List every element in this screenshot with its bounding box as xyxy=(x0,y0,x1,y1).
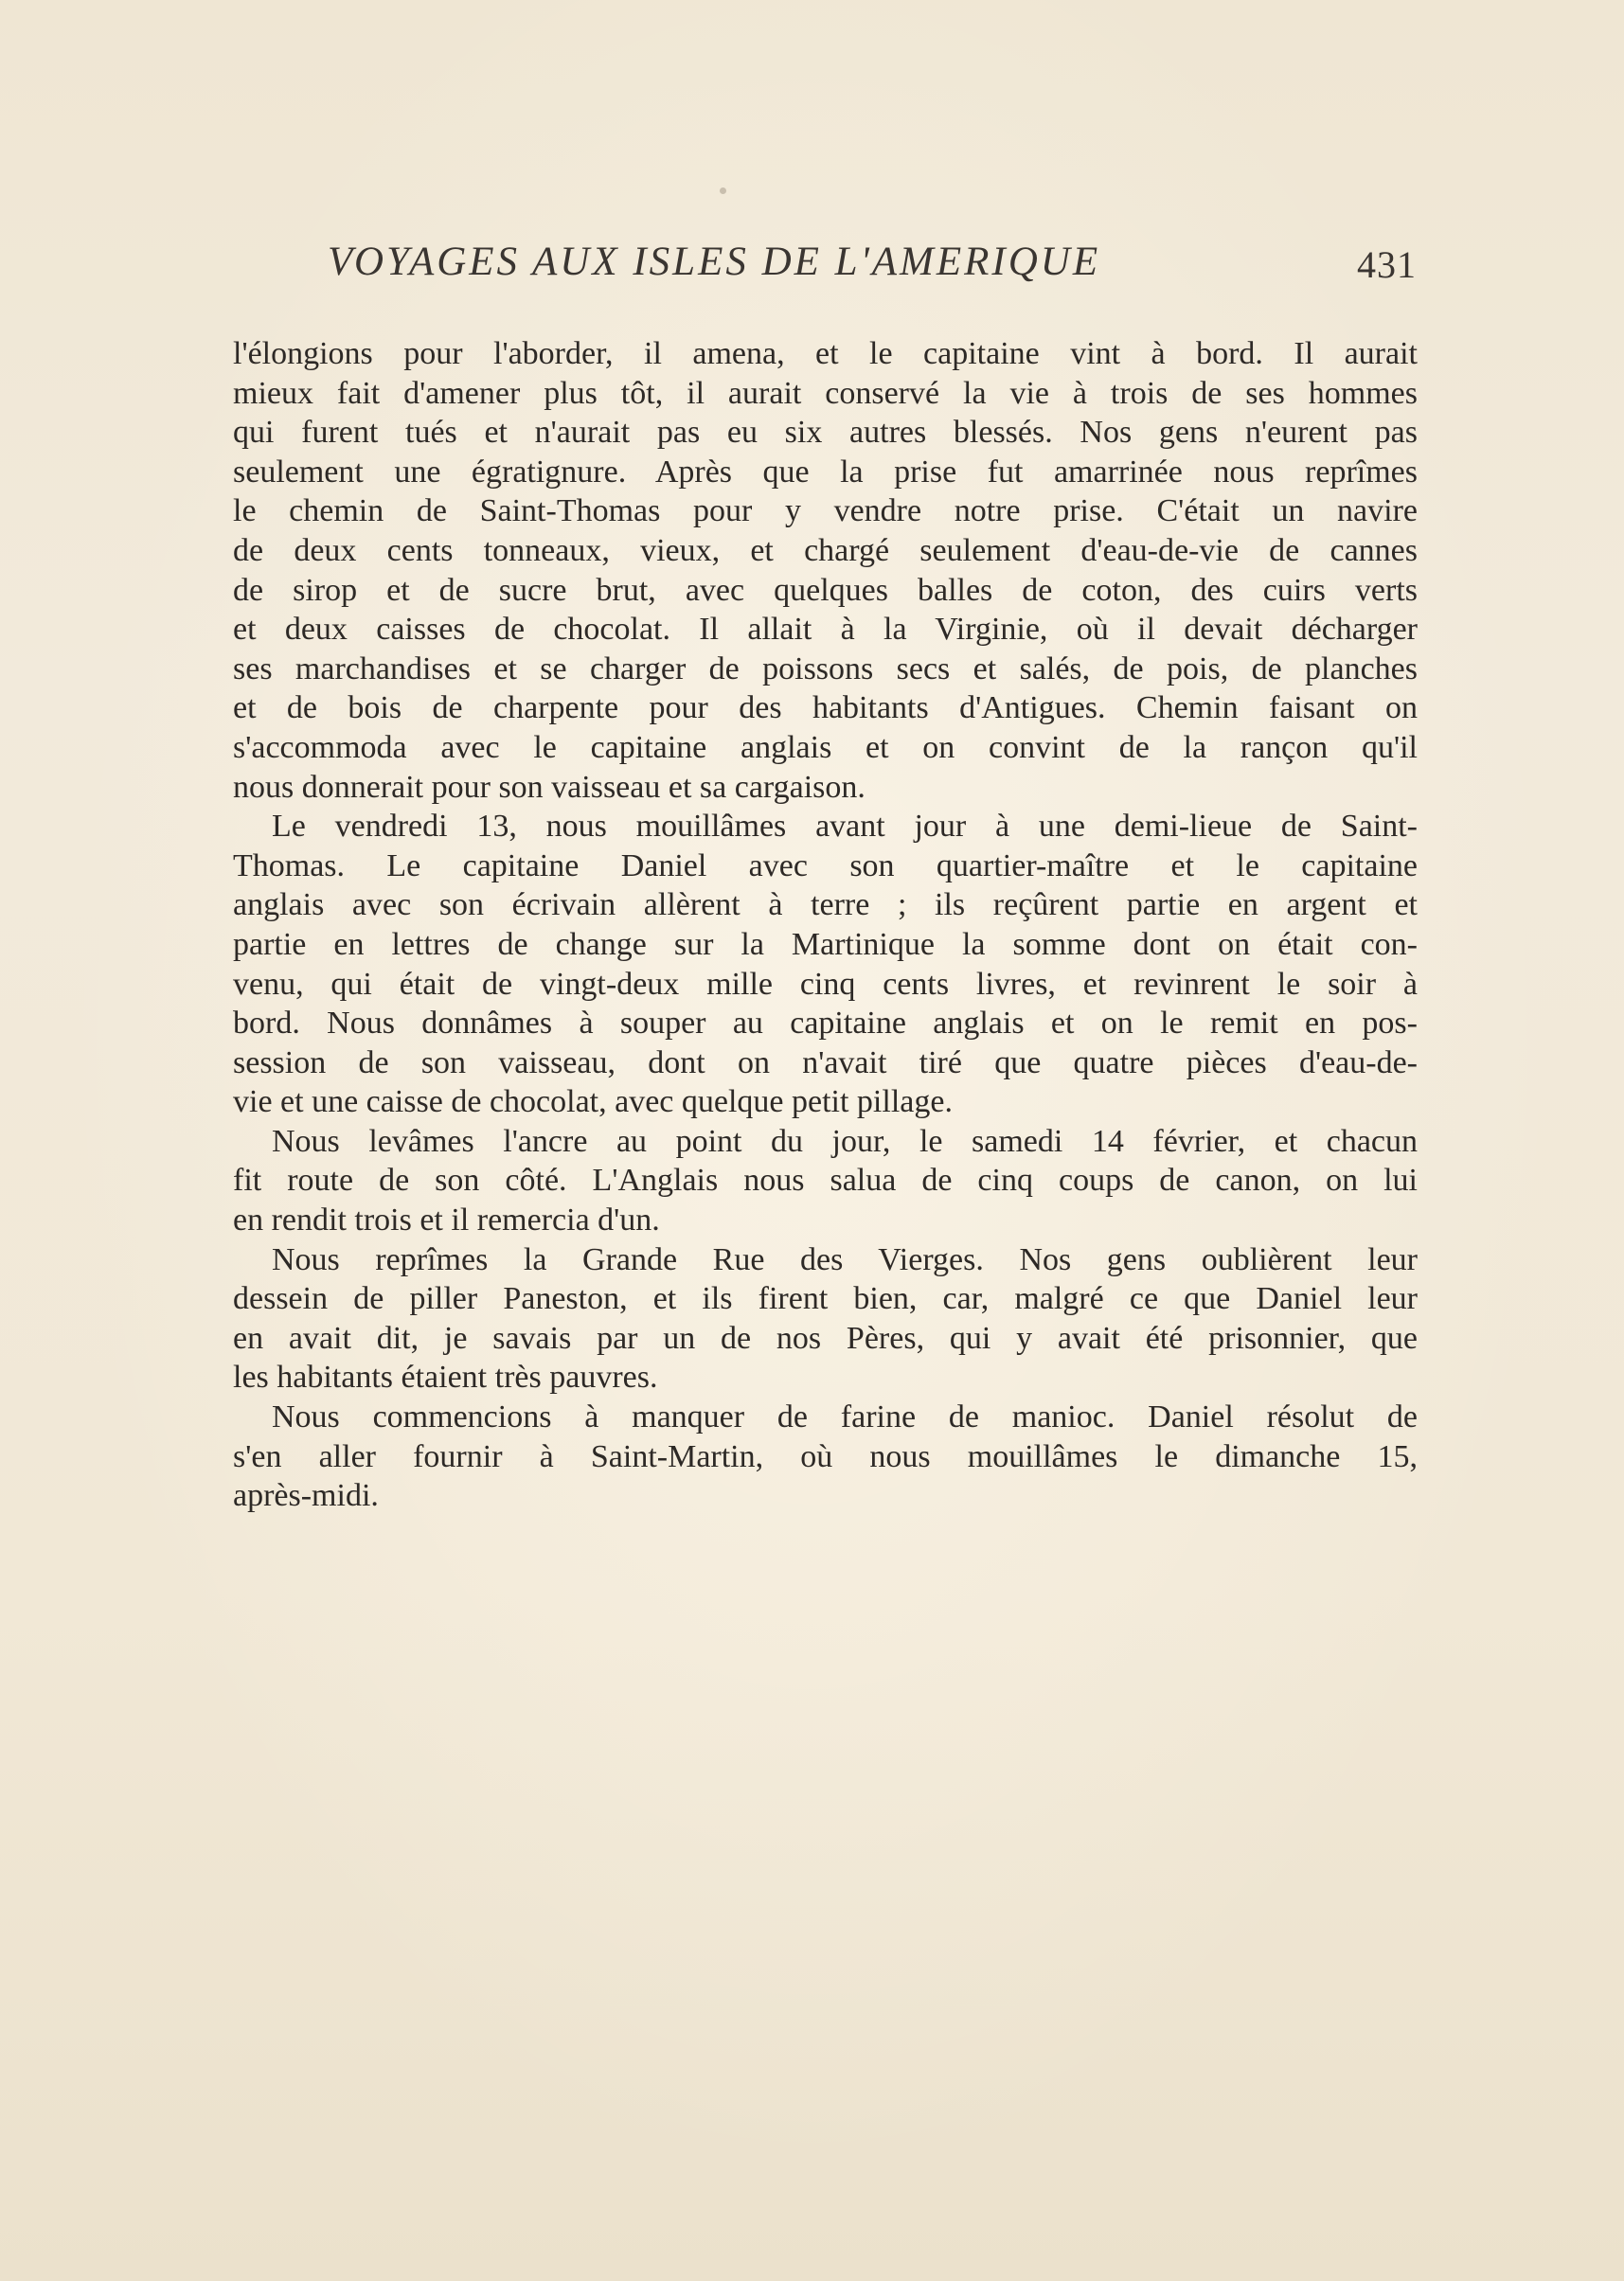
running-title: VOYAGES AUX ISLES DE L'AMERIQUE xyxy=(328,240,1101,284)
text-line: en avait dit, je savais par un de nos Pères, qui y avait été prisonnier, que xyxy=(233,1320,1418,1356)
text-line: partie en lettres de change sur la Martinique la somme dont on était con- xyxy=(233,926,1418,962)
running-header xyxy=(328,239,1417,295)
text-line: les habitants étaient très pauvres. xyxy=(233,1360,658,1396)
text-line: et deux caisses de chocolat. Il allait à la Virginie, où il devait décharger xyxy=(233,612,1418,648)
text-line: Le vendredi 13, nous mouillâmes avant jour à une demi-lieue de Saint- xyxy=(272,809,1418,845)
text-line: Thomas. Le capitaine Daniel avec son quartier-maître et le capitaine xyxy=(233,847,1418,883)
text-line: en rendit trois et il remercia d'un. xyxy=(233,1203,660,1239)
text-line: le chemin de Saint-Thomas pour y vendre notre prise. C'était un navire xyxy=(233,493,1418,529)
text-line: Nous commencions à manquer de farine de manioc. Daniel résolut de xyxy=(272,1399,1418,1435)
text-line: bord. Nous donnâmes à souper au capitaine anglais et on le remit en pos- xyxy=(233,1006,1418,1042)
text-line: seulement une égratignure. Après que la prise fut amarrinée nous reprîmes xyxy=(233,454,1418,490)
page-number: 431 xyxy=(1357,243,1417,286)
text-line: qui furent tués et n'aurait pas eu six autres blessés. Nos gens n'eurent pas xyxy=(233,415,1418,451)
text-line: anglais avec son écrivain allèrent à terre ; ils reçûrent partie en argent et xyxy=(233,887,1418,923)
text-line: nous donnerait pour son vaisseau et sa cargaison. xyxy=(233,769,866,805)
text-line: s'accommoda avec le capitaine anglais et on convint de la rançon qu'il xyxy=(233,729,1418,765)
text-line: l'élongions pour l'aborder, il amena, et le capitaine vint à bord. Il aurait xyxy=(233,336,1418,371)
text-line: Nous levâmes l'ancre au point du jour, le samedi 14 février, et chacun xyxy=(272,1123,1418,1159)
text-line: de sirop et de sucre brut, avec quelques balles de coton, des cuirs verts xyxy=(233,572,1418,608)
text-line: session de son vaisseau, dont on n'avait tiré que quatre pièces d'eau-de- xyxy=(233,1044,1418,1080)
text-line: de deux cents tonneaux, vieux, et chargé seulement d'eau-de-vie de cannes xyxy=(233,532,1418,568)
text-line: après-midi. xyxy=(233,1478,379,1514)
text-line: s'en aller fournir à Saint-Martin, où nous mouillâmes le dimanche 15, xyxy=(233,1438,1418,1474)
text-line: fit route de son côté. L'Anglais nous salua de cinq coups de canon, on lui xyxy=(233,1163,1418,1199)
text-line: dessein de piller Paneston, et ils firent bien, car, malgré ce que Daniel leur xyxy=(233,1281,1418,1317)
text-line: Nous reprîmes la Grande Rue des Vierges. Nos gens oublièrent leur xyxy=(272,1241,1418,1277)
paper-speck xyxy=(720,187,726,194)
text-line: vie et une caisse de chocolat, avec quelque petit pillage. xyxy=(233,1084,953,1120)
body-text xyxy=(233,334,1418,1516)
text-line: mieux fait d'amener plus tôt, il aurait conservé la vie à trois de ses hommes xyxy=(233,375,1418,411)
text-line: et de bois de charpente pour des habitants d'Antigues. Chemin faisant on xyxy=(233,690,1418,726)
text-line: ses marchandises et se charger de poissons secs et salés, de pois, de planches xyxy=(233,650,1418,686)
text-line: venu, qui était de vingt-deux mille cinq cents livres, et revinrent le soir à xyxy=(233,966,1418,1002)
